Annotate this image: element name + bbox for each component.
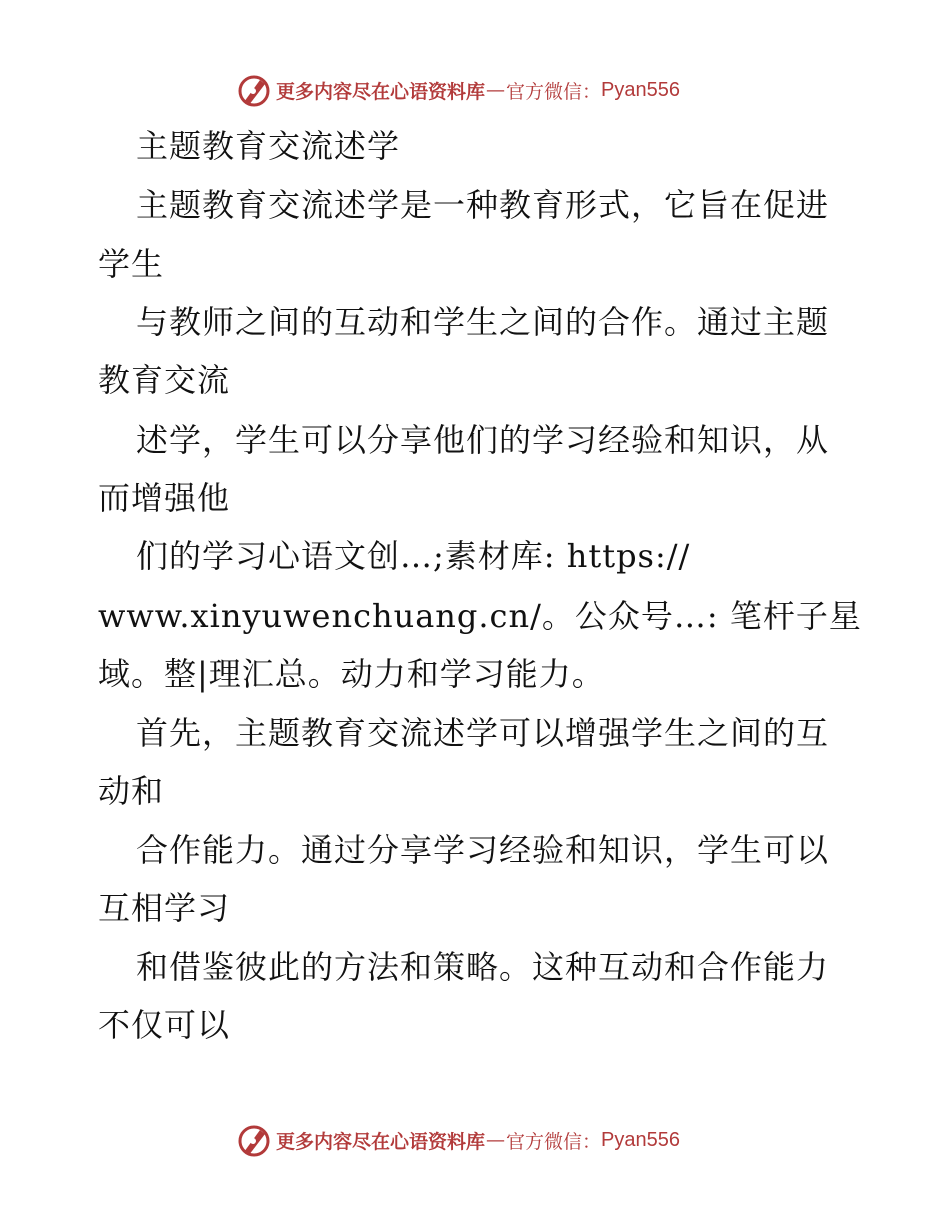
body-line: 域。整|理汇总。动力和学习能力。 — [98, 655, 605, 693]
footer-banner — [236, 1122, 680, 1158]
banner-dash: — — [486, 79, 506, 101]
body-line: 主题教育交流述学是一种教育形式，它旨在促进 — [136, 186, 830, 224]
banner-official-label: 官方微信： — [506, 80, 602, 103]
body-line: 而增强他 — [98, 479, 231, 517]
banner-official-label: 官方微信： — [506, 1130, 602, 1153]
body-line: 述学，学生可以分享他们的学习经验和知识，从 — [136, 421, 830, 459]
body-line: 教育交流 — [98, 361, 231, 399]
banner-title: 更多内容尽在心语资料库 — [276, 80, 486, 103]
body-line: 与教师之间的互动和学生之间的合作。通过主题 — [136, 303, 830, 341]
pen-logo-icon — [236, 72, 272, 108]
body-line: 和借鉴彼此的方法和策略。这种互动和合作能力 — [136, 948, 830, 986]
header-banner — [236, 72, 680, 108]
banner-wechat-id: Pyan556 — [601, 78, 680, 101]
body-line: 学生 — [98, 245, 165, 283]
banner-wechat-id: Pyan556 — [601, 1128, 680, 1151]
body-line: 动和 — [98, 772, 165, 810]
pen-logo-icon — [236, 1122, 272, 1158]
body-line: 不仅可以 — [98, 1006, 231, 1044]
banner-dash: — — [486, 1129, 506, 1151]
body-line-url: www.xinyuwenchuang.cn/。公众号…: 笔杆子星 — [98, 597, 862, 635]
body-line: 互相学习 — [98, 889, 231, 927]
body-line: 合作能力。通过分享学习经验和知识，学生可以 — [136, 831, 830, 869]
banner-title: 更多内容尽在心语资料库 — [276, 1130, 486, 1153]
body-line: 们的学习心语文创…;素材库: https:// — [136, 537, 691, 575]
body-line: 首先，主题教育交流述学可以增强学生之间的互 — [136, 714, 830, 752]
doc-title: 主题教育交流述学 — [136, 127, 401, 165]
